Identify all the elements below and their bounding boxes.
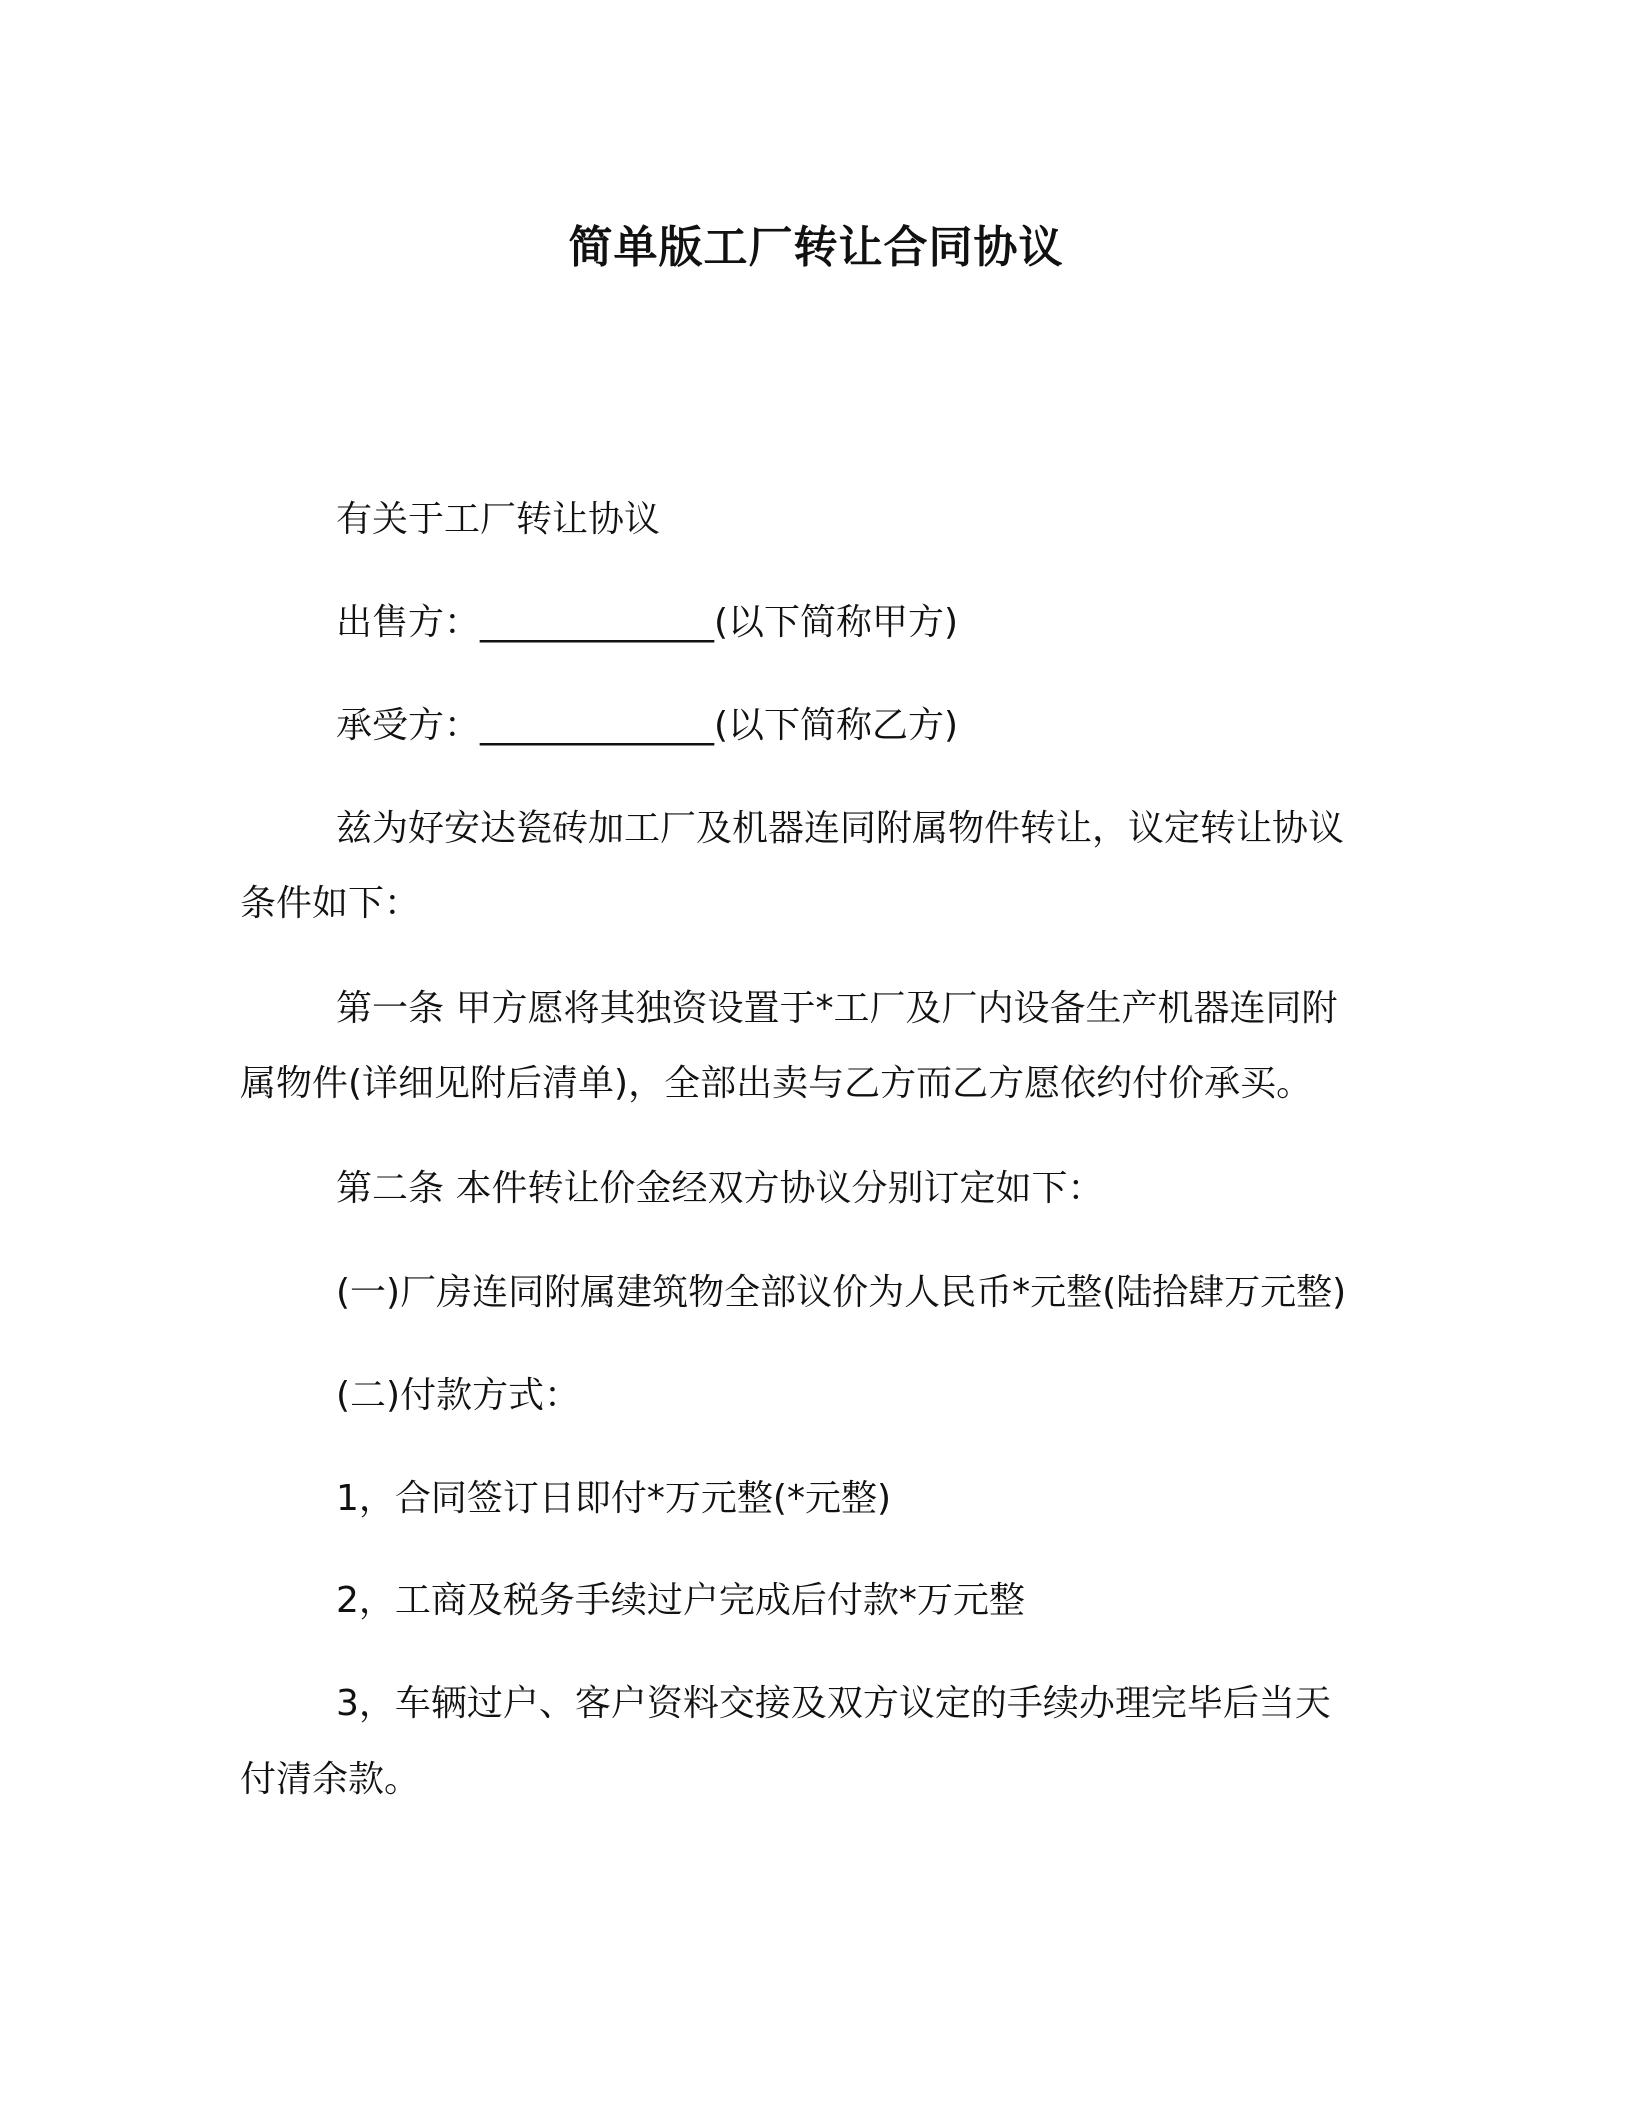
buyer-line: 承受方：_____________(以下简称乙方) <box>336 705 959 746</box>
article1-line-1: 第一条 甲方愿将其独资设置于*工厂及厂内设备生产机器连同附 <box>336 988 1338 1029</box>
article2-line: 第二条 本件转让价金经双方协议分别订定如下： <box>336 1168 1104 1209</box>
seller-line: 出售方：_____________(以下简称甲方) <box>336 602 959 643</box>
payment1-line: 1，合同签订日即付*万元整(*元整) <box>336 1478 891 1519</box>
item2-line: (二)付款方式： <box>336 1375 581 1416</box>
heading-line: 有关于工厂转让协议 <box>336 499 661 540</box>
intro-line-2: 条件如下： <box>240 883 421 924</box>
payment2-line: 2，工商及税务手续过户完成后付款*万元整 <box>336 1580 1025 1621</box>
item1-line: (一)厂房连同附属建筑物全部议价为人民币*元整(陆拾肆万元整) <box>336 1272 1347 1313</box>
intro-line-1: 兹为好安达瓷砖加工厂及机器连同附属物件转让，议定转让协议 <box>336 808 1345 849</box>
payment3-line-2: 付清余款。 <box>240 1759 421 1800</box>
article1-line-2: 属物件(详细见附后清单)，全部出卖与乙方而乙方愿依约付价承买。 <box>240 1063 1313 1104</box>
document-title: 简单版工厂转让合同协议 <box>568 222 1064 273</box>
payment3-line-1: 3，车辆过户、客户资料交接及双方议定的手续办理完毕后当天 <box>336 1683 1331 1724</box>
